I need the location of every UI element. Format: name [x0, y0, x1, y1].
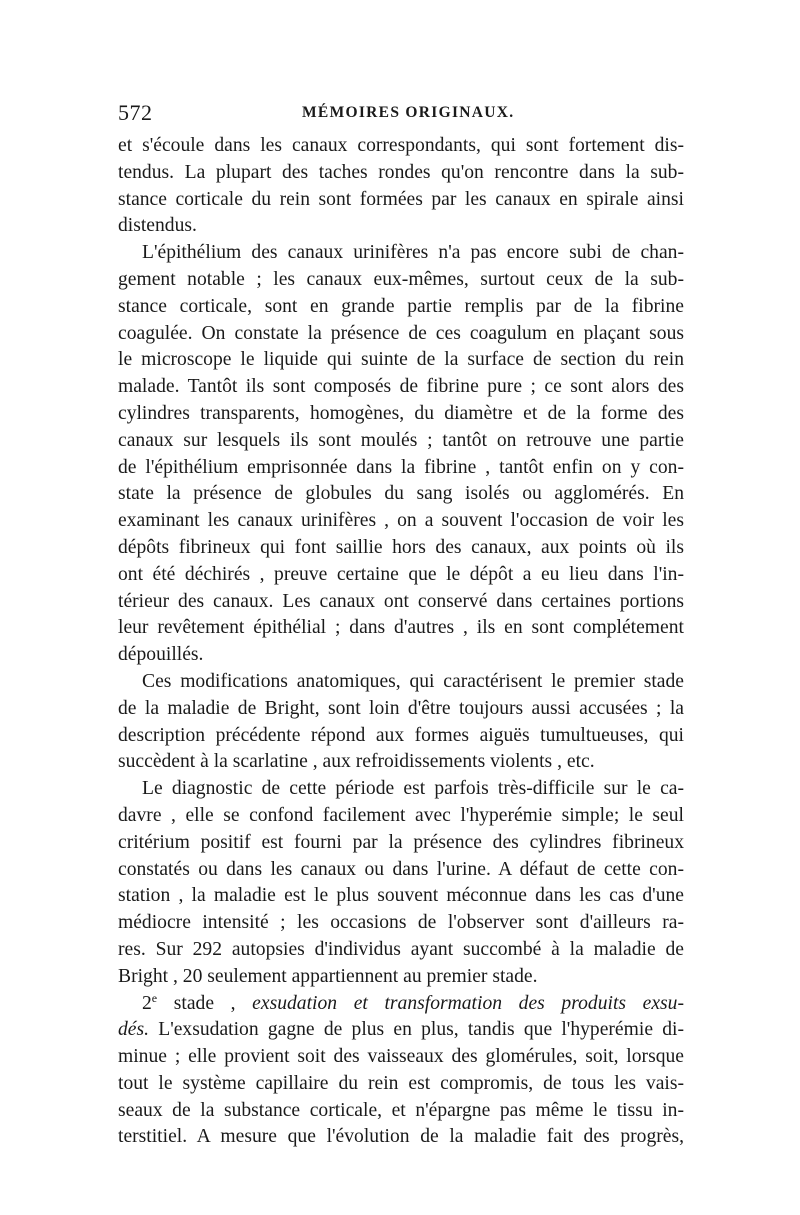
text-line: stance corticale, sont en grande partie remplis par de la fibrine [118, 295, 684, 317]
text-line: examinant les canaux urinifères , on a souvent l'occasion de voir les [118, 510, 684, 532]
section-heading-italic: exsudation et transformation des produits exsu- [252, 992, 684, 1014]
page-number: 572 [118, 100, 153, 125]
ordinal-superscript: e [151, 990, 158, 1005]
body-text [118, 133, 684, 1151]
text-line: tendus. La plupart des taches rondes qu'on rencontre dans la sub- [118, 161, 684, 183]
text-line: le microscope le liquide qui suinte de la surface de section du rein [118, 349, 684, 371]
text-line: de la maladie de Bright, sont loin d'être toujours aussi accusées ; la [118, 697, 684, 719]
text-line: stance corticale du rein sont formées par les canaux en spirale ainsi [118, 188, 684, 210]
text-line: minue ; elle provient soit des vaisseaux des glomérules, soit, lorsque [118, 1046, 684, 1068]
text-line: térieur des canaux. Les canaux ont conservé dans certaines portions [118, 590, 684, 612]
text-line: malade. Tantôt ils sont composés de fibrine pure ; ce sont alors des [118, 376, 684, 398]
text-line: succèdent à la scarlatine , aux refroidissements violents , etc. [118, 751, 595, 773]
text-line: Bright , 20 seulement appartiennent au premier stade. [118, 965, 538, 987]
text-line: gement notable ; les canaux eux-mêmes, surtout ceux de la sub- [118, 268, 684, 290]
text-run: L'exsudation gagne de plus en plus, tandis que l'hyperémie di- [149, 1019, 684, 1041]
paragraph-first-line: L'épithélium des canaux urinifères n'a pas encore subi de chan- [142, 242, 684, 264]
text-line: res. Sur 292 autopsies d'individus ayant succombé à la maladie de [118, 938, 684, 960]
running-title: MÉMOIRES ORIGINAUX. [302, 104, 515, 121]
text-line: description précédente répond aux formes aiguës tumultueuses, qui [118, 724, 684, 746]
text-line: tout le système capillaire du rein est compromis, de tous les vais- [118, 1072, 684, 1094]
text-line: terstitiel. A mesure que l'évolution de la maladie fait des progrès, [118, 1126, 684, 1148]
text-line: critérium positif est fourni par la présence des cylindres fibrineux [118, 831, 684, 853]
paragraph-first-line: Le diagnostic de cette période est parfois très-difficile sur le ca- [142, 778, 684, 800]
text-line: dépôts fibrineux qui font saillie hors des canaux, aux points où ils [118, 536, 684, 558]
text-line: leur revêtement épithélial ; dans d'autres , ils en sont complétement [118, 617, 684, 639]
section-heading-italic-end: dés. [118, 1019, 150, 1041]
running-head [118, 100, 684, 128]
stade-label: stade , [157, 992, 253, 1014]
text-line: cylindres transparents, homogènes, du diamètre et de la forme des [118, 402, 684, 424]
text-line: constatés ou dans les canaux ou dans l'urine. A défaut de cette con- [118, 858, 684, 880]
text-line: de l'épithélium emprisonnée dans la fibrine , tantôt enfin on y con- [118, 456, 684, 478]
text-line: médiocre intensité ; les occasions de l'observer sont d'ailleurs ra- [118, 912, 684, 934]
paragraph-first-line: Ces modifications anatomiques, qui caractérisent le premier stade [142, 670, 684, 692]
text-line: seaux de la substance corticale, et n'épargne pas même le tissu in- [118, 1099, 684, 1121]
paragraph-first-line [118, 991, 684, 1018]
text-line: canaux sur lesquels ils sont moulés ; tantôt on retrouve une partie [118, 429, 684, 451]
text-line: station , la maladie est le plus souvent méconnue dans les cas d'une [118, 885, 684, 907]
text-line: et s'écoule dans les canaux correspondants, qui sont fortement dis- [118, 135, 684, 156]
stade-number: 2 [142, 992, 152, 1014]
text-line: state la présence de globules du sang isolés ou agglomérés. En [118, 483, 684, 505]
text-line: ont été déchirés , preuve certaine que le dépôt a eu lieu dans l'in- [118, 563, 684, 585]
text-line [118, 1017, 684, 1044]
text-line: davre , elle se confond facilement avec l'hyperémie simple; le seul [118, 804, 684, 826]
text-line: dépouillés. [118, 644, 204, 666]
text-line: coagulée. On constate la présence de ces coagulum en plaçant sous [118, 322, 684, 344]
text-line: distendus. [118, 215, 197, 237]
